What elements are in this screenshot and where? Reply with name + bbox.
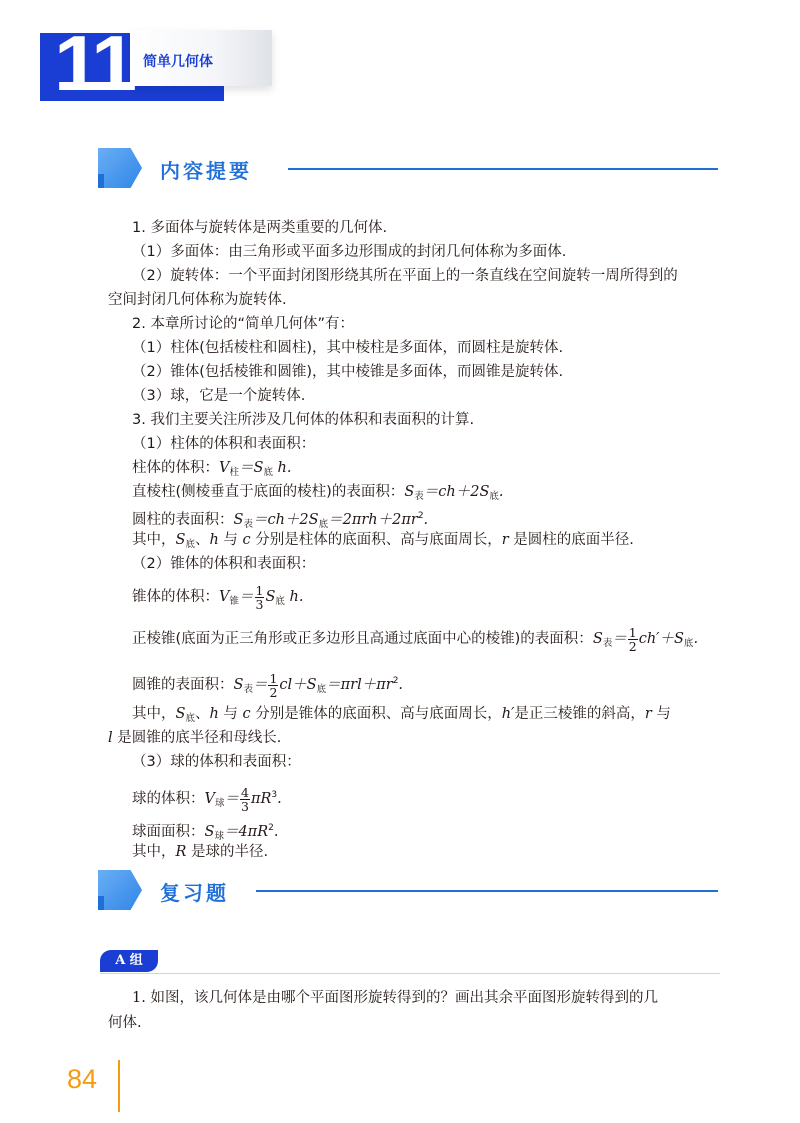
math-symbol: h [209,706,219,722]
math-symbol: V [204,791,215,807]
subscript: 锥 [229,596,239,607]
fraction-numerator: 1 [628,624,637,640]
superscript: 3 [271,790,278,800]
subscript: 底 [185,713,195,724]
formula-prism-volume [108,456,720,480]
superscript: 2 [392,676,399,686]
formula-right-prism-surface [108,480,720,504]
text-line: 1. 多面体与旋转体是两类重要的几何体. [132,220,388,236]
math-symbol: l [108,730,113,746]
text-fragment: 分别是柱体的底面积、高与底面周长， [250,532,502,548]
section-rule [288,168,718,170]
math-expression: ＝2πrh＋2πr [328,512,418,528]
text-fragment: 与 [218,706,243,722]
text-fragment: 与 [218,532,243,548]
superscript: 2 [417,511,424,521]
fraction-numerator: 4 [241,784,249,800]
chapter-title: 简单几何体 [143,54,213,70]
text-line [108,702,720,726]
exercise-1 [108,986,720,1036]
math-symbol: S [308,512,319,528]
formula-regular-pyramid-surface [108,618,720,660]
subscript: 球 [214,798,225,809]
formula-cone-surface [108,660,720,702]
superscript: 2 [268,823,274,833]
formula-label: 柱体的体积： [132,460,219,476]
formula-label: 直棱柱(侧棱垂直于底面的棱柱)的表面积： [132,484,405,500]
math-expression: . [277,791,282,807]
math-symbol: V [219,589,230,605]
math-expression: h. [272,460,292,476]
section-title: 复习题 [160,881,229,905]
text-line: 3. 我们主要关注所涉及几何体的体积和表面积的计算. [132,412,475,428]
section-arrow-icon [98,148,142,188]
text-fragment: 是球的半径. [186,844,269,860]
text-line: （1）柱体(包括棱柱和圆柱)，其中棱柱是多面体，而圆柱是旋转体. [132,340,564,356]
math-expression: . [498,484,504,500]
math-symbol: R [175,844,187,860]
math-operator: ＝ [252,677,268,693]
fraction-denominator: 3 [255,596,264,612]
subscript: 底 [316,684,327,695]
subscript: 球 [214,831,224,842]
exercise-text: 1. 如图，该几何体是由哪个平面图形旋转得到的？画出其余平面图形旋转得到的几 [132,990,658,1006]
formula-cylinder-surface [108,504,720,528]
page-number-divider [118,1060,120,1112]
text-fragment: 是正三棱锥的斜高， [514,706,645,722]
text-line [108,528,720,552]
text-fragment: 是圆柱的底面半径. [508,532,634,548]
subscript: 底 [185,539,195,550]
formula-sphere-volume [108,774,720,816]
text-line: 空间封闭几何体称为旋转体. [108,292,287,308]
math-symbol: h′ [501,706,515,722]
math-symbol: S [204,824,215,840]
formula-cone-volume [108,576,720,618]
text-line: 2. 本章所讨论的“简单几何体”有： [132,316,354,332]
math-symbol: c [242,532,251,548]
math-symbol: S [265,589,276,605]
fraction-denominator: 2 [269,684,278,700]
group-rule [100,973,720,974]
formula-label: 圆锥的表面积： [132,677,234,693]
subscript: 底 [318,519,329,530]
text-fragment: 、 [194,706,210,722]
text-fragment: 与 [651,706,671,722]
section-arrow-accent [98,174,104,188]
section-arrow-accent [98,896,104,910]
text-line: （1）多面体：由三角形或平面多边形围成的封闭几何体称为多面体. [132,244,567,260]
group-badge: A 组 [100,950,158,972]
formula-label: 圆柱的表面积： [132,512,234,528]
math-symbol: h [209,532,219,548]
section-rule [256,890,718,892]
text-fragment: 分别是锥体的底面积、高与底面周长， [250,706,502,722]
math-operator: ＝ [239,460,254,476]
text-line: （2）锥体的体积和表面积： [132,556,316,572]
formula-label: 锥体的体积： [132,589,219,605]
subscript: 底 [263,467,273,478]
text-line [108,726,720,750]
section-heading-exercises [98,870,718,910]
math-expression: cl＋ [279,677,307,693]
section-heading-summary [98,148,718,188]
text-fragment: 其中， [132,706,176,722]
summary-body [108,216,720,864]
text-line: （3）球的体积和表面积： [132,754,301,770]
formula-label: 球的体积： [132,791,205,807]
math-expression: . [273,824,279,840]
chapter-number: 11 [54,19,133,107]
fraction-numerator: 1 [255,582,264,598]
text-fragment: 其中， [132,532,176,548]
math-symbol: S [253,460,264,476]
math-symbol: S [175,706,186,722]
formula-label: 球面面积： [132,824,205,840]
math-symbol: S [404,484,415,500]
subscript: 表 [243,519,253,530]
math-operator: ＝ [224,791,239,807]
section-title: 内容提要 [160,159,252,183]
math-symbol: S [233,512,244,528]
subscript: 底 [489,491,499,502]
math-expression: ＝ch＋2 [423,484,480,500]
formula-sphere-area [108,816,720,840]
math-operator: ＝ [239,589,254,605]
math-expression: . [398,677,404,693]
subscript: 底 [683,638,694,649]
math-expression: . [693,631,699,647]
fraction [240,786,250,813]
fraction [628,626,638,653]
subscript: 底 [275,596,285,607]
text-line [108,840,720,864]
math-symbol: r [501,532,509,548]
text-line: （3）球，它是一个旋转体. [132,388,306,404]
exercise-text: 何体. [108,1015,142,1031]
math-symbol: S [479,484,490,500]
fraction-denominator: 3 [241,798,249,814]
math-operator: ＝ [612,631,627,647]
math-symbol: S [175,532,186,548]
text-line: （1）柱体的体积和表面积： [132,436,316,452]
math-symbol: S [592,631,603,647]
formula-label: 正棱锥(底面为正三角形或正多边形且高通过底面中心的棱锥)的表面积： [132,631,593,647]
math-symbol: S [306,677,317,693]
math-symbol: c [242,706,251,722]
page-number: 84 [67,1064,98,1094]
section-arrow-icon [98,870,142,910]
math-expression: . [423,512,429,528]
math-symbol: S [233,677,244,693]
subscript: 表 [243,684,253,695]
math-symbol: r [644,706,652,722]
math-expression: ＝4πR [223,824,269,840]
text-fragment: 其中， [132,844,176,860]
fraction-denominator: 2 [628,638,637,654]
math-expression: ＝πrl＋πr [326,677,393,693]
subscript: 表 [602,638,613,649]
math-expression: h. [284,589,304,605]
fraction [255,584,265,611]
math-symbol: V [219,460,230,476]
math-expression: ＝ch＋2 [252,512,309,528]
subscript: 柱 [229,467,239,478]
math-symbol: S [673,631,684,647]
text-fragment: 、 [194,532,210,548]
text-fragment: 是圆锥的底半径和母线长. [112,730,282,746]
math-expression: πR [250,791,272,807]
subscript: 表 [414,491,424,502]
fraction-numerator: 1 [269,670,278,686]
fraction [268,672,278,699]
text-line: （2）锥体(包括棱锥和圆锥)，其中棱锥是多面体，而圆锥是旋转体. [132,364,564,380]
text-line: （2）旋转体：一个平面封闭图形绕其所在平面上的一条直线在空间旋转一周所得到的 [132,268,678,284]
math-expression: ch′＋ [638,631,674,647]
